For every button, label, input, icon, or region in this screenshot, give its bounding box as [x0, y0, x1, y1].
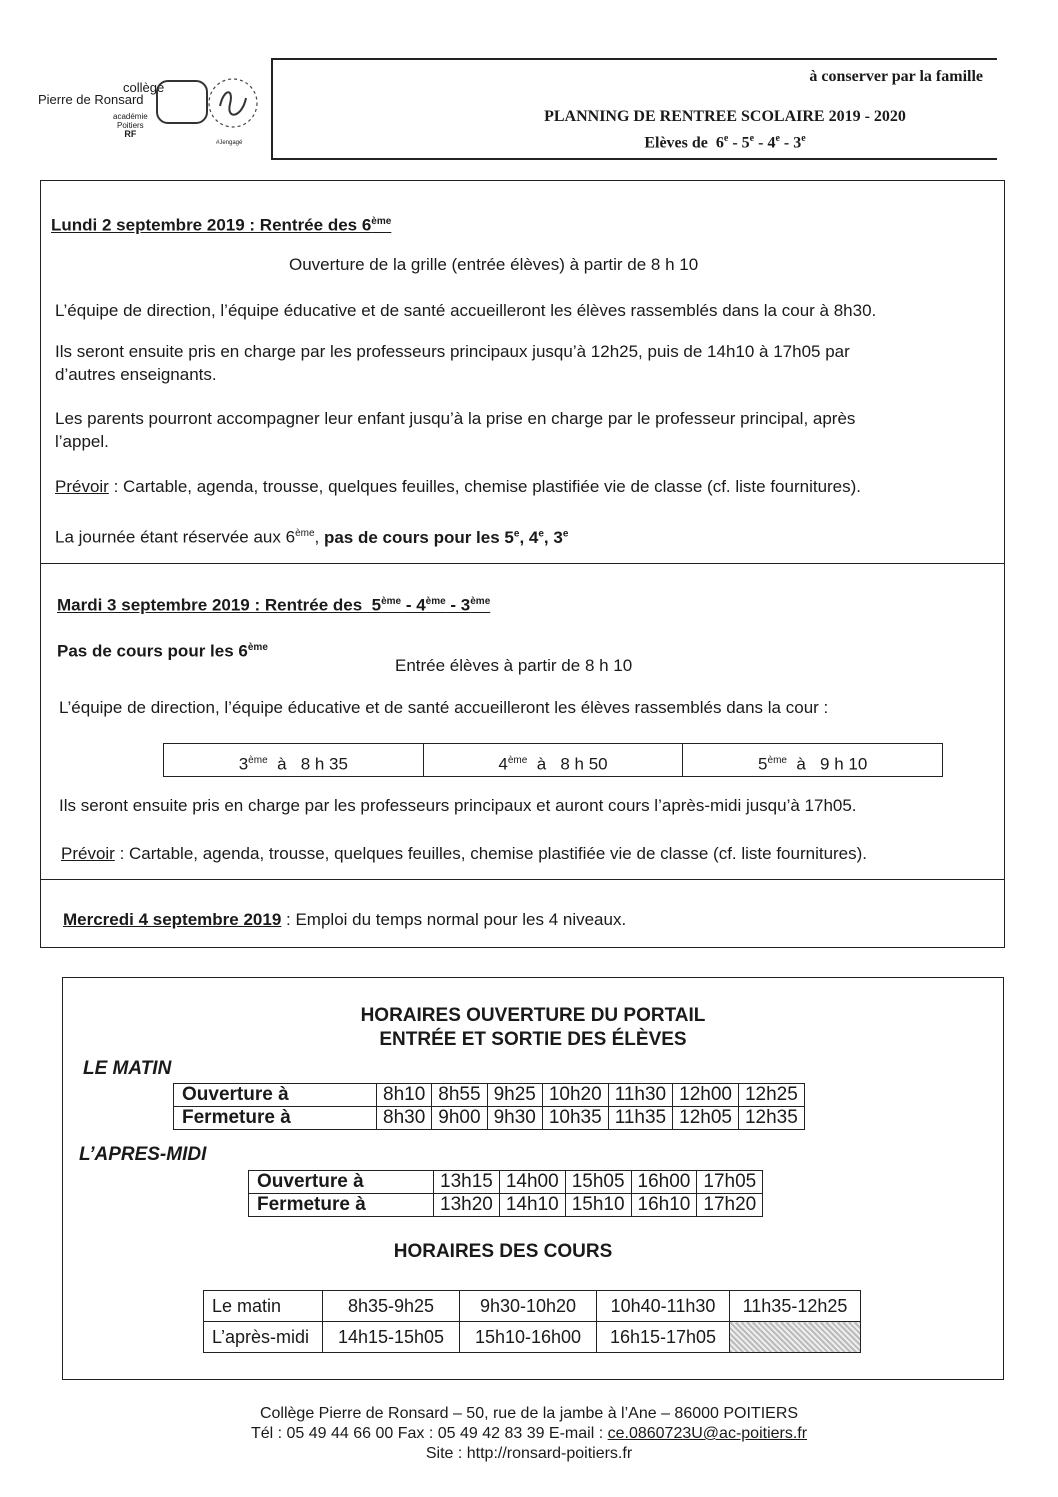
table-cell: 13h15	[434, 1171, 500, 1194]
mardi-para-1: L’équipe de direction, l’équipe éducative et de santé accueilleront les élèves rassemblés dans la cour :	[59, 698, 829, 717]
footer	[0, 1404, 1058, 1464]
table-cell: 13h20	[434, 1194, 500, 1217]
table-row	[174, 1107, 805, 1130]
footer-address: Collège Pierre de Ronsard – 50, rue de la jambe à l’Ane – 86000 POITIERS	[259, 1405, 799, 1422]
table-cell: 9h25	[487, 1084, 542, 1107]
cours-title: HORAIRES DES COURS	[393, 1241, 613, 1262]
table-cell: 16h10	[631, 1194, 697, 1217]
table-cell: 17h05	[697, 1171, 763, 1194]
table-cell: 16h00	[631, 1171, 697, 1194]
matin-label: LE MATIN	[83, 1058, 172, 1079]
table-cell: 11h30	[608, 1084, 672, 1107]
aprem-table	[248, 1170, 763, 1217]
rentree-schedule-box	[40, 180, 1005, 948]
table-cell: 12h05	[673, 1107, 739, 1130]
lundi-para-3a: Les parents pourront accompagner leur enfant jusqu’à la prise en charge par le professeur principal, après	[55, 409, 856, 428]
table-cell: 10h35	[542, 1107, 608, 1130]
lundi-heading: Lundi 2 septembre 2019 : Rentrée des 6ème	[51, 215, 392, 235]
table-cell: 9h00	[432, 1107, 487, 1130]
table-cell: 8h35-9h25	[323, 1291, 460, 1322]
lundi-grille: Ouverture de la grille (entrée élèves) à partir de 8 h 10	[289, 255, 699, 274]
table-cell: 9h30-10h20	[460, 1291, 597, 1322]
college-logo	[38, 62, 263, 154]
cours-row-label: L’après-midi	[204, 1322, 323, 1353]
table-cell: 17h20	[697, 1194, 763, 1217]
fermeture-label: Fermeture à	[174, 1107, 377, 1130]
horaire-4eme: 4ème à 8 h 50	[424, 744, 684, 776]
logo-academie: académie Poitiers RF	[113, 112, 148, 139]
table-cell: 14h00	[499, 1171, 565, 1194]
section-divider	[41, 563, 1004, 564]
horaire-5eme: 5ème à 9 h 10	[758, 754, 868, 774]
horaire-3eme: 3ème à 8 h 35	[164, 744, 424, 776]
fermeture-label: Fermeture à	[249, 1194, 434, 1217]
lundi-para-3b: l’appel.	[55, 432, 109, 451]
table-cell: 16h15-17h05	[597, 1322, 730, 1353]
mardi-horaires-table	[163, 743, 943, 777]
table-row	[249, 1194, 763, 1217]
table-cell: 8h55	[432, 1084, 487, 1107]
table-cell: 8h10	[377, 1084, 432, 1107]
table-cell: 11h35	[608, 1107, 672, 1130]
mardi-entree: Entrée élèves à partir de 8 h 10	[395, 656, 633, 675]
footer-contact: Tél : 05 49 44 66 00 Fax : 05 49 42 83 39 E-mail : ce.0860723U@ac-poitiers.fr	[250, 1425, 808, 1442]
table-cell: 14h15-15h05	[323, 1322, 460, 1353]
table-row	[249, 1171, 763, 1194]
mardi-pas-cours: Pas de cours pour les 6ème	[57, 641, 268, 661]
cours-table	[203, 1290, 861, 1353]
title-subtitle: Elèves de 6e - 5e - 4e - 3e	[644, 133, 806, 152]
lundi-prevoir: Prévoir : Cartable, agenda, trousse, quelques feuilles, chemise plastifiée vie de classe (cf. liste fournitures).	[55, 477, 862, 496]
section-divider	[41, 879, 1004, 880]
aprem-label: L’APRES-MIDI	[79, 1144, 207, 1165]
table-cell: 15h05	[565, 1171, 631, 1194]
page-title: PLANNING DE RENTREE SCOLAIRE 2019 - 2020 Elèves de 6e - 5e - 4e - 3e	[273, 106, 997, 154]
college-emblem-icon	[156, 80, 208, 124]
table-cell: 12h25	[738, 1084, 804, 1107]
table-cell: 10h40-11h30	[597, 1291, 730, 1322]
ouverture-label: Ouverture à	[249, 1171, 434, 1194]
table-row	[174, 1084, 805, 1107]
table-cell: 12h35	[738, 1107, 804, 1130]
table-row	[204, 1322, 861, 1353]
mardi-prevoir: Prévoir : Cartable, agenda, trousse, quelques feuilles, chemise plastifiée vie de classe (cf. liste fournitures).	[61, 844, 868, 863]
table-row	[204, 1291, 861, 1322]
email-link[interactable]: ce.0860723U@ac-poitiers.fr	[607, 1425, 808, 1442]
ouverture-label: Ouverture à	[174, 1084, 377, 1107]
table-cell: 15h10	[565, 1194, 631, 1217]
keep-note: à conserver par la famille	[809, 68, 983, 85]
cours-row-label: Le matin	[204, 1291, 323, 1322]
table-cell: 8h30	[377, 1107, 432, 1130]
portail-title-1: HORAIRES OUVERTURE DU PORTAIL	[360, 1005, 706, 1026]
lundi-para-1: L’équipe de direction, l’équipe éducative et de santé accueilleront les élèves rassemblés dans la cour à 8h30.	[55, 301, 877, 320]
header-box	[271, 58, 997, 160]
lundi-para-2b: d’autres enseignants.	[55, 365, 217, 384]
lundi-para-2a: Ils seront ensuite pris en charge par les professeurs principaux jusqu’à 12h25, puis de 14h10 à 17h05 par	[55, 342, 850, 361]
table-cell: 11h35-12h25	[730, 1291, 861, 1322]
mardi-heading: Mardi 3 septembre 2019 : Rentrée des 5ème - 4ème - 3ème	[57, 595, 491, 615]
mercredi-line: Mercredi 4 septembre 2019 : Emploi du temps normal pour les 4 niveaux.	[63, 910, 627, 929]
table-cell: 10h20	[542, 1084, 608, 1107]
table-cell: 14h10	[499, 1194, 565, 1217]
signature-icon	[206, 76, 260, 130]
mardi-para-2: Ils seront ensuite pris en charge par les professeurs principaux et auront cours l’après-midi jusqu’à 17h05.	[59, 796, 857, 815]
matin-table	[173, 1083, 805, 1130]
shaded-empty-cell	[730, 1322, 861, 1353]
horaires-box	[62, 977, 1004, 1380]
logo-name: Pierre de Ronsard	[38, 92, 144, 107]
portail-title-2: ENTRÉE ET SORTIE DES ÉLÈVES	[379, 1029, 687, 1050]
table-cell: 15h10-16h00	[460, 1322, 597, 1353]
footer-site: Site : http://ronsard-poitiers.fr	[425, 1445, 633, 1462]
logo-college: collège	[123, 80, 165, 95]
lundi-para-4: La journée étant réservée aux 6ème, pas de cours pour les 5e, 4e, 3e	[55, 527, 569, 547]
table-cell: 9h30	[487, 1107, 542, 1130]
logo-tag: #Jengagé	[216, 140, 243, 146]
table-cell: 12h00	[673, 1084, 739, 1107]
